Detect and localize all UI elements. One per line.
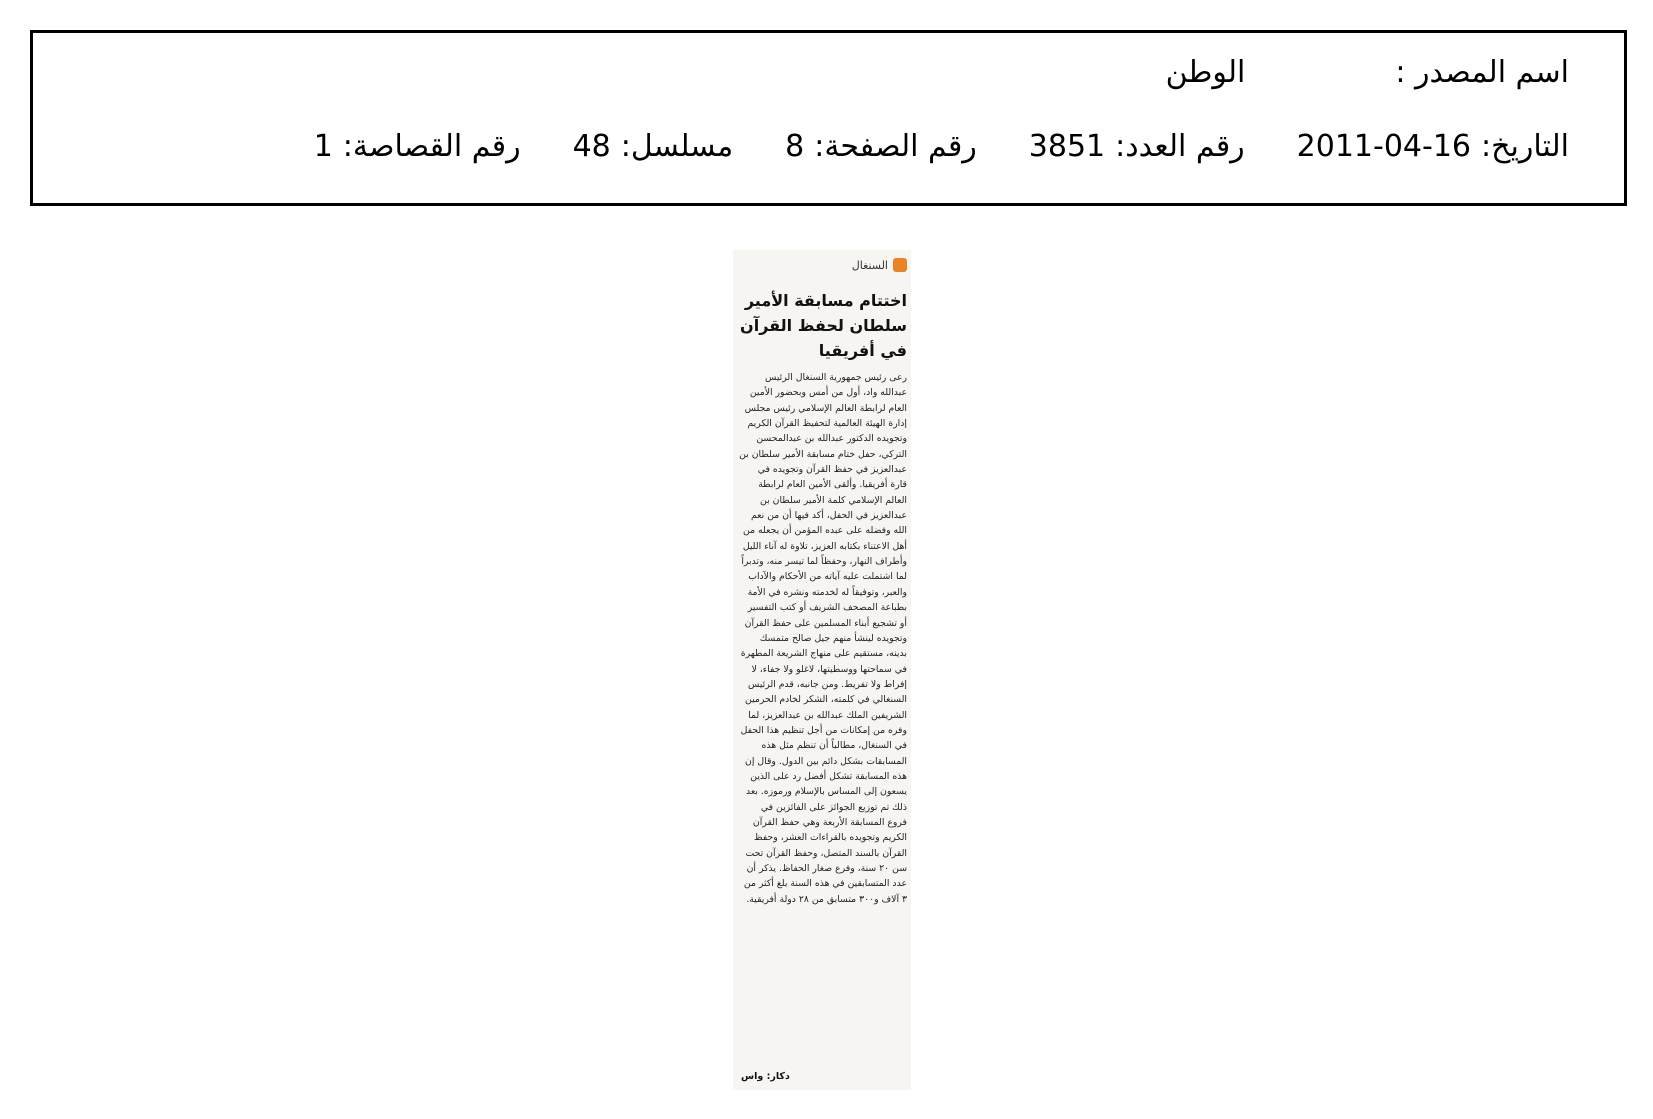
serial-field: [573, 129, 734, 164]
clip-value: 1: [313, 129, 333, 164]
article-body: رعى رئيس جمهورية السنغال الرئيس عبدالله واد، أول من أمس وبحضور الأمين العام لرابطة العالم الإسلامي رئيس مجلس إدارة الهيئة العالمية لتحفيظ القرآن الكريم وتجويده الدكتور عبدالله بن عبدالمحسن التركي، حفل ختام مسابقة الأمير سلطان بن عبدالعزيز في حفظ القرآن وتجويده في قارة أفريقيا. وألقى الأمين العام لرابطة العالم الإسلامي كلمة الأمير سلطان بن عبدالعزيز في الحفل، أكد فيها أن من نعم الله وفضله على عبده المؤمن أن يجعله من أهل الاعتناء بكتابه العزيز، تلاوة له آناء الليل وأطراف النهار، وحفظاً لما تيسر منه، وتدبراً لما اشتملت عليه آياته من الأحكام والآداب والعبر، وتوفيقاً له لخدمته ونشره في الأمة بطباعة المصحف الشريف أو كتب التفسير أو تشجيع أبناء المسلمين على حفظ القرآن وتجويده لينشأ منهم جيل صالح متمسك بدينه، مستقيم على منهاج الشريعة المطهرة في سماحتها ووسطيتها، لاغلو ولا جفاء، لا إفراط ولا تفريط. ومن جانبه، قدم الرئيس السنغالي في كلمته، الشكر لخادم الحرمين الشريفين الملك عبدالله بن عبدالعزيز، لما وفره من إمكانات من أجل تنظيم هذا الحفل في السنغال، مطالباً أن تنظم مثل هذه المسابقات بشكل دائم بين الدول. وقال إن هذه المسابقة تشكل أفضل رد على الذين يسعون إلى المساس بالإسلام ورموزه. بعد ذلك تم توزيع الجوائز على الفائزين في فروع المسابقة الأربعة وهي حفظ القرآن الكريم وتجويده بالقراءات العشر، وحفظ القرآن بالسند المتصل، وحفظ القرآن تحت سن ٢٠ سنة، وفرع صغار الحفاظ. يذكر أن عدد المتسابقين في هذه السنة بلغ أكثر من ٣ آلاف و٣٠٠ متسابق من ٢٨ دولة أفريقية.: [739, 372, 907, 905]
page-field: [785, 129, 977, 164]
date-field: [1297, 129, 1569, 164]
page-label: رقم الصفحة:: [814, 129, 977, 164]
serial-value: 48: [572, 129, 611, 164]
source-metadata-box: [30, 30, 1627, 206]
issue-value: 3851: [1028, 129, 1106, 164]
source-row: [53, 55, 1569, 90]
date-value: 2011-04-16: [1296, 129, 1472, 164]
source-label: اسم المصدر :: [1395, 55, 1569, 90]
section-marker-icon: [893, 258, 907, 272]
serial-label: مسلسل:: [620, 129, 734, 164]
newspaper-clipping: [733, 250, 911, 1090]
page-value: 8: [785, 129, 805, 164]
details-row: [53, 129, 1569, 164]
issue-field: [1029, 129, 1245, 164]
kicker-text: السنغال: [851, 258, 888, 272]
article-headline: اختتام مسابقة الأمير سلطان لحفظ القرآن في أفريقيا: [740, 291, 907, 360]
clip-field: [314, 129, 521, 164]
section-kicker: [852, 258, 907, 272]
article-credit: دكار: واس: [741, 1071, 790, 1082]
issue-label: رقم العدد:: [1115, 129, 1245, 164]
date-label: التاريخ:: [1481, 129, 1569, 164]
source-value: الوطن: [1165, 55, 1246, 90]
clip-label: رقم القصاصة:: [342, 129, 521, 164]
